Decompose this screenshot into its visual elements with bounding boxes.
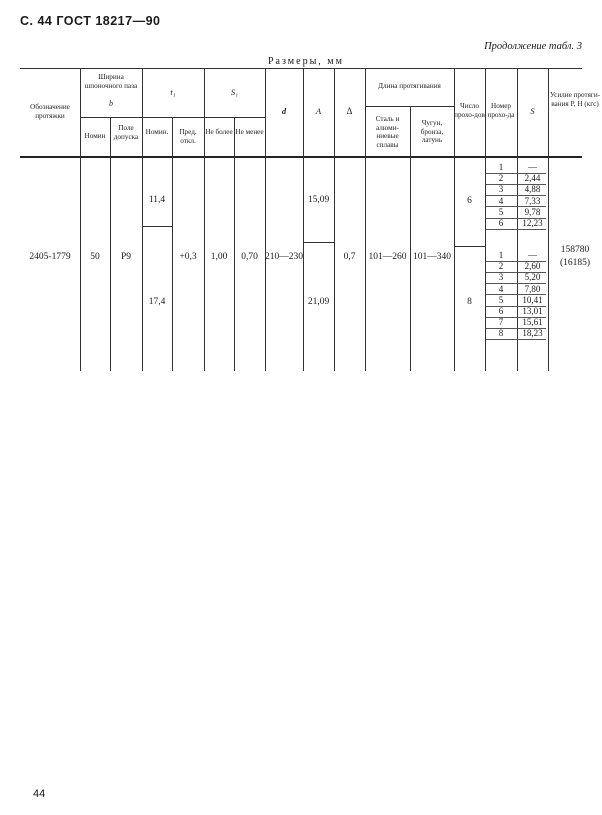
pass-s-cell: 18,23 <box>522 328 543 339</box>
header-pass-number: Номер прохо-да <box>487 102 515 119</box>
col-rule <box>172 117 173 371</box>
cell-designation: 2405-1779 <box>29 252 71 262</box>
pass-s-cell: 12,23 <box>522 218 543 228</box>
col-rule <box>204 68 205 371</box>
pass-s-cell: 13,01 <box>522 306 543 316</box>
pass-s-cell: 4,88 <box>524 184 541 195</box>
cell-passes-lower: 8 <box>467 297 472 307</box>
pass-number-cell: 3 <box>498 272 504 283</box>
pass-number-cell: 2 <box>498 173 504 184</box>
group-divider <box>142 226 172 227</box>
cell-length-steel: 101—260 <box>368 252 407 262</box>
table-top-rule <box>20 68 582 69</box>
cell-s1-max: 1,00 <box>210 252 228 262</box>
pass-number-cell: 1 <box>498 250 504 260</box>
pass-number-cell: 3 <box>498 184 504 195</box>
pass-s-cell: 15,61 <box>522 317 543 328</box>
header-s: S <box>530 106 535 116</box>
dimensions-title: Размеры, мм <box>268 56 344 67</box>
col-rule <box>234 117 235 371</box>
cell-b-tolerance: P9 <box>120 252 132 262</box>
cell-passes-upper: 6 <box>467 196 472 206</box>
pass-s-cell: 9,78 <box>524 206 541 217</box>
pass-s-cell: 2,44 <box>524 173 541 184</box>
header-keyway-width: Ширина шпоночного паза <box>84 73 138 90</box>
header-broach-length: Длина протягивания <box>378 82 441 90</box>
col-rule <box>80 68 81 371</box>
header-t1: t₁ <box>170 87 176 97</box>
pass-s-cell: — <box>528 162 537 172</box>
header-t1-nominal: Номин. <box>145 128 169 136</box>
cell-d: 210—230 <box>265 252 303 262</box>
pass-number-cell: 1 <box>498 162 504 172</box>
cell-t1-upper: 11,4 <box>148 195 166 205</box>
cell-t1-deviation: +0,3 <box>179 252 197 262</box>
pass-number-cell: 6 <box>498 218 504 228</box>
header-d: d <box>281 106 287 116</box>
header-s1: S₁ <box>230 87 239 97</box>
col-rule <box>142 68 143 371</box>
pass-s-cell: — <box>528 250 537 260</box>
page-number: 44 <box>33 788 46 800</box>
header-designation: Обозначение протяжки <box>30 103 70 120</box>
cell-a-lower: 21,09 <box>307 297 330 307</box>
col-rule <box>548 68 549 371</box>
pass-number-cell: 6 <box>498 306 504 316</box>
pass-number-cell: 5 <box>498 294 504 305</box>
header-tolerance-field: Поле допуска <box>113 124 139 141</box>
header-steel: Сталь и алюми-ниевые сплавы <box>375 115 400 149</box>
header-s1-not-less: Не менее <box>235 128 264 136</box>
col-rule <box>410 106 411 371</box>
header-force: Усилие протяги-вания P, Н (кгс) <box>549 91 601 108</box>
pass-number-cell: 7 <box>498 317 504 328</box>
header-keyway-width-symbol: b <box>109 99 113 108</box>
group-divider <box>303 242 334 243</box>
cell-a-upper: 15,09 <box>307 195 330 205</box>
pass-row-rule <box>486 229 546 230</box>
header-a: A <box>315 106 322 116</box>
cell-b-nominal: 50 <box>90 252 100 262</box>
header-delta: Δ <box>346 106 353 116</box>
header-s1-not-more: Не более <box>205 128 233 136</box>
pass-row-rule <box>486 339 546 340</box>
continuation-label: Продолжение табл. 3 <box>484 41 582 52</box>
cell-delta: 0,7 <box>343 252 356 262</box>
header-passes-count: Число прохо-дов <box>454 102 485 119</box>
cell-s1-min: 0,70 <box>241 252 258 262</box>
col-rule <box>365 68 366 371</box>
pass-s-cell: 10,41 <box>522 294 543 305</box>
pass-s-cell: 5,20 <box>524 272 541 283</box>
header-t1-deviation: Пред. откл. <box>179 128 197 145</box>
cell-t1-lower: 17,4 <box>148 297 166 307</box>
pass-number-cell: 2 <box>498 261 504 272</box>
group-divider <box>454 246 485 247</box>
cell-length-cast: 101—340 <box>413 252 451 262</box>
cell-force-kgf: (16185) <box>559 258 591 268</box>
header-cast: Чугун, бронза, латунь <box>420 119 444 145</box>
pass-number-cell: 4 <box>498 195 504 206</box>
pass-s-cell: 2,60 <box>524 261 541 272</box>
pass-s-cell: 7,80 <box>524 283 541 294</box>
cell-force: 158780 <box>560 245 590 255</box>
header-nominal: Номин <box>84 132 106 140</box>
pass-s-cell: 7,33 <box>524 195 541 206</box>
page-header: С. 44 ГОСТ 18217—90 <box>20 14 161 28</box>
header-bottom-rule <box>20 156 582 158</box>
pass-number-cell: 8 <box>498 328 504 339</box>
pass-number-cell: 5 <box>498 206 504 217</box>
col-rule <box>110 117 111 371</box>
pass-number-cell: 4 <box>498 283 504 294</box>
